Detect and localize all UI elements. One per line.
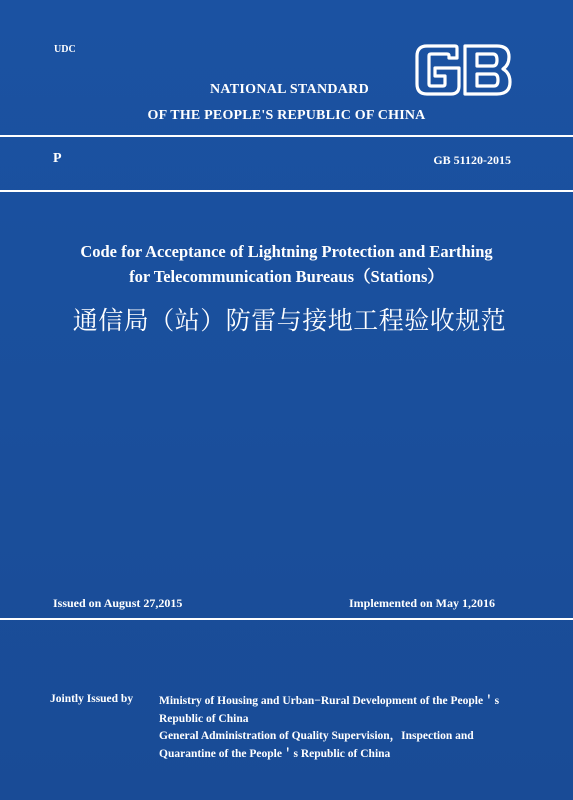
issuer-line: General Administration of Quality Supervision，Inspection and <box>159 730 474 743</box>
chinese-title: 通信局（站）防雷与接地工程验收规范 <box>72 306 507 335</box>
udc-label: UDC <box>54 44 76 55</box>
jointly-issued-label: Jointly Issued by <box>50 693 134 705</box>
english-title-line-2: for Telecommunication Bureaus（Stations） <box>129 267 444 286</box>
category-letter: P <box>53 151 62 166</box>
issuer-list <box>159 693 559 763</box>
issued-date: Issued on August 27,2015 <box>53 596 183 610</box>
issuer-line: Quarantine of the People＇s Republic of China <box>159 747 391 760</box>
divider-dates <box>0 618 573 620</box>
national-standard-heading: NATIONAL STANDARD <box>210 82 369 97</box>
national-standard-subheading: OF THE PEOPLE'S REPUBLIC OF CHINA <box>147 108 426 123</box>
implemented-date: Implemented on May 1,2016 <box>349 596 495 610</box>
english-title-line-1: Code for Acceptance of Lightning Protection and Earthing <box>80 242 493 261</box>
issuer-line: Republic of China <box>159 712 249 725</box>
divider-top <box>0 135 573 137</box>
divider-header-bottom <box>0 190 573 192</box>
issuer-line: Ministry of Housing and Urban−Rural Development of the People＇s <box>159 695 500 707</box>
standard-number: GB 51120-2015 <box>433 153 511 167</box>
